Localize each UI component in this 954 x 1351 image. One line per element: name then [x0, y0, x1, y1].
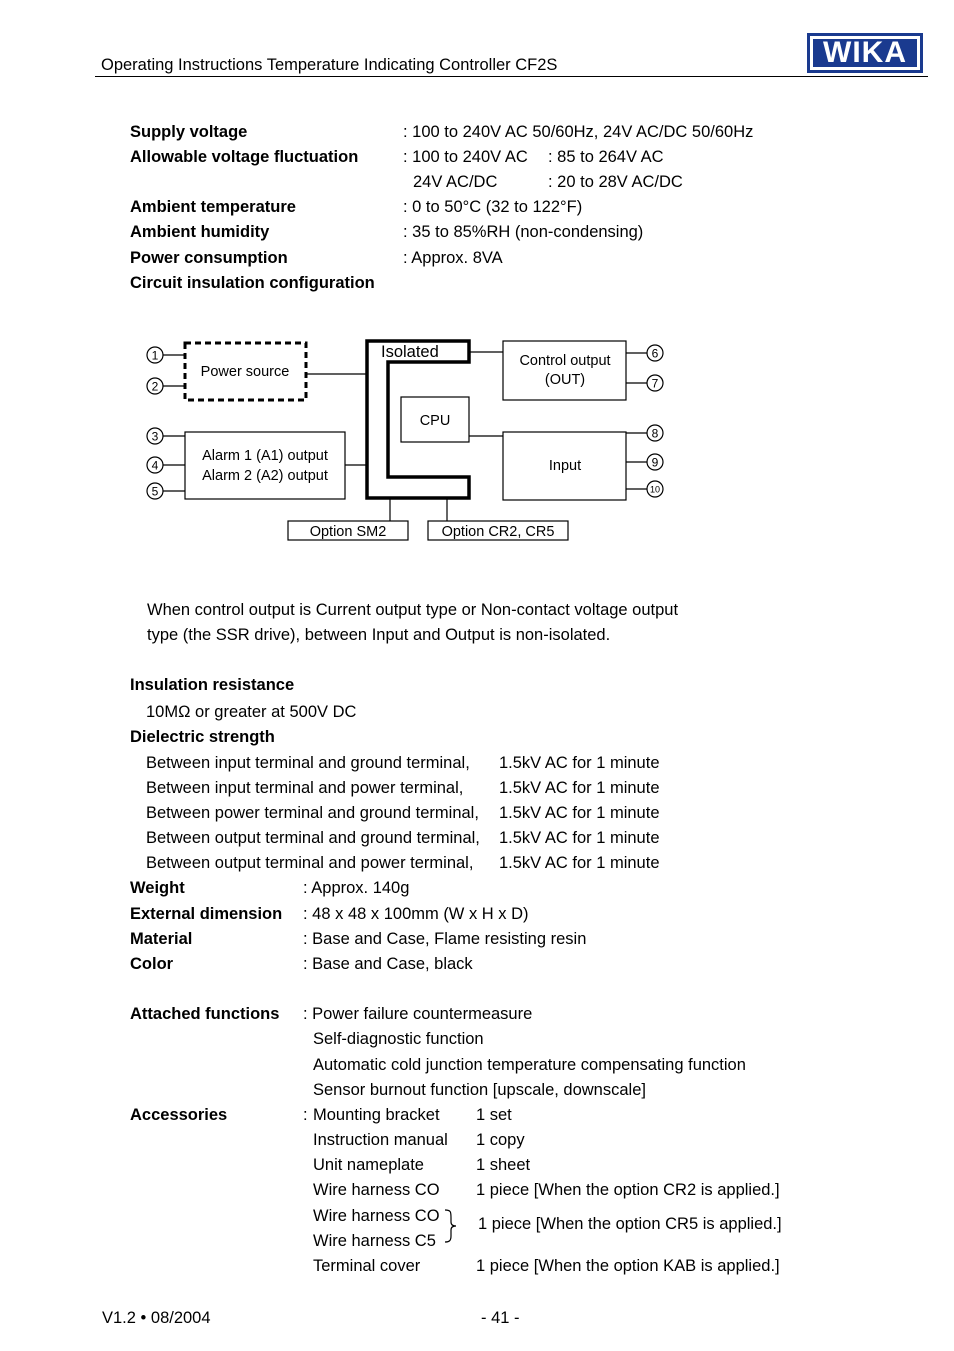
- dielectric-value: 1.5kV AC for 1 minute: [499, 779, 660, 797]
- accessory-qty: 1 piece [When the option KAB is applied.]: [476, 1257, 780, 1275]
- document-title: Operating Instructions Temperature Indicating Controller CF2S: [101, 56, 558, 74]
- terminal-1-label: 1: [151, 348, 159, 363]
- dielectric-value: 1.5kV AC for 1 minute: [499, 854, 660, 872]
- spec-value: : 0 to 50°C (32 to 122°F): [403, 198, 583, 216]
- accessory-name: Wire harness CO: [313, 1207, 440, 1225]
- note-line-1: When control output is Current output type or Non-contact voltage output: [147, 601, 679, 619]
- dielectric-between: Between input terminal and ground terminal,: [146, 754, 470, 772]
- spec-label: Ambient humidity: [130, 223, 270, 241]
- spec-value: : 100 to 240V AC 50/60Hz, 24V AC/DC 50/60Hz: [403, 123, 754, 141]
- footer-page-number: - 41 -: [481, 1309, 520, 1327]
- terminal-9-label: 9: [651, 455, 659, 470]
- dielectric-between: Between power terminal and ground terminal,: [146, 804, 479, 822]
- spec-label: Material: [130, 930, 193, 948]
- dielectric-value: 1.5kV AC for 1 minute: [499, 754, 660, 772]
- spec-value: : 35 to 85%RH (non-condensing): [403, 223, 644, 241]
- spec-value-secondary: : 85 to 264V AC: [548, 148, 664, 166]
- alarm-output-box: [185, 432, 345, 499]
- accessory-name: Terminal cover: [313, 1257, 421, 1275]
- terminal-2-label: 2: [151, 379, 159, 394]
- dielectric-value: 1.5kV AC for 1 minute: [499, 829, 660, 847]
- input-label: Input: [548, 458, 582, 474]
- spec-label: Supply voltage: [130, 123, 248, 141]
- spec-label: External dimension: [130, 905, 283, 923]
- attached-functions-label: Attached functions: [130, 1005, 280, 1023]
- dielectric-between: Between input terminal and power terminal,: [146, 779, 464, 797]
- footer-version: V1.2 • 08/2004: [102, 1309, 211, 1327]
- terminal-4-label: 4: [151, 458, 159, 473]
- isolated-label: Isolated: [381, 343, 439, 361]
- accessory-name: Wire harness CO: [313, 1181, 440, 1199]
- spec-label: Color: [130, 955, 174, 973]
- spec-label: Power consumption: [130, 249, 288, 267]
- spec-label: Allowable voltage fluctuation: [130, 148, 359, 166]
- circuit-insulation-diagram: [0, 0, 954, 600]
- spec-label: Ambient temperature: [130, 198, 296, 216]
- cpu-label: CPU: [419, 413, 451, 429]
- control-output-box: [503, 341, 626, 400]
- insulation-label: Insulation resistance: [130, 676, 295, 694]
- accessory-qty: 1 set: [476, 1106, 512, 1124]
- insulation-value: 10MΩ or greater at 500V DC: [146, 703, 357, 721]
- logo-text: WIKA: [813, 39, 917, 67]
- accessory-qty: 1 piece [When the option CR5 is applied.]: [478, 1215, 782, 1233]
- terminal-8-label: 8: [651, 426, 659, 441]
- accessory-name: Mounting bracket: [313, 1106, 440, 1124]
- dielectric-label: Dielectric strength: [130, 728, 275, 746]
- spec-value-secondary: : 20 to 28V AC/DC: [548, 173, 683, 191]
- alarm-label-line2: Alarm 2 (A2) output: [202, 468, 328, 484]
- control-output-label-line2: (OUT): [544, 372, 586, 388]
- attached-function-item: Automatic cold junction temperature compensating function: [313, 1056, 746, 1074]
- accessories-label: Accessories: [130, 1106, 228, 1124]
- attached-function-item: Sensor burnout function [upscale, downscale]: [313, 1081, 646, 1099]
- accessory-qty: 1 copy: [476, 1131, 525, 1149]
- spec-value: : Approx. 140g: [303, 879, 410, 897]
- spec-value: : 48 x 48 x 100mm (W x H x D): [303, 905, 529, 923]
- attached-function-item: : Power failure countermeasure: [303, 1005, 533, 1023]
- terminal-5-label: 5: [151, 484, 159, 499]
- brace-icon: [443, 1206, 459, 1246]
- option-sm2-label: Option SM2: [309, 524, 387, 540]
- accessory-qty: 1 sheet: [476, 1156, 531, 1174]
- spec-value: : Approx. 8VA: [403, 249, 503, 267]
- accessory-name: Unit nameplate: [313, 1156, 424, 1174]
- accessory-name: Instruction manual: [313, 1131, 448, 1149]
- spec-value: 24V AC/DC: [413, 173, 498, 191]
- accessory-name: Wire harness C5: [313, 1232, 436, 1250]
- alarm-label-line1: Alarm 1 (A1) output: [202, 448, 328, 464]
- spec-value: : 100 to 240V AC: [403, 148, 528, 166]
- terminal-10-label: 10: [649, 484, 661, 495]
- dielectric-between: Between output terminal and ground terminal,: [146, 829, 480, 847]
- note-line-2: type (the SSR drive), between Input and Output is non-isolated.: [147, 626, 611, 644]
- attached-function-item: Self-diagnostic function: [313, 1030, 484, 1048]
- power-source-label: Power source: [200, 364, 290, 380]
- terminal-6-label: 6: [651, 346, 659, 361]
- dielectric-value: 1.5kV AC for 1 minute: [499, 804, 660, 822]
- terminal-7-label: 7: [651, 376, 659, 391]
- terminal-3-label: 3: [151, 429, 159, 444]
- isolated-boundary: [367, 341, 469, 498]
- dielectric-between: Between output terminal and power terminal,: [146, 854, 474, 872]
- spec-value: : Base and Case, Flame resisting resin: [303, 930, 587, 948]
- accessories-colon: :: [303, 1106, 308, 1124]
- option-cr-label: Option CR2, CR5: [441, 524, 555, 540]
- control-output-label-line1: Control output: [519, 353, 611, 369]
- accessory-qty: 1 piece [When the option CR2 is applied.]: [476, 1181, 780, 1199]
- spec-label: Circuit insulation configuration: [130, 274, 375, 292]
- spec-label: Weight: [130, 879, 185, 897]
- spec-value: : Base and Case, black: [303, 955, 473, 973]
